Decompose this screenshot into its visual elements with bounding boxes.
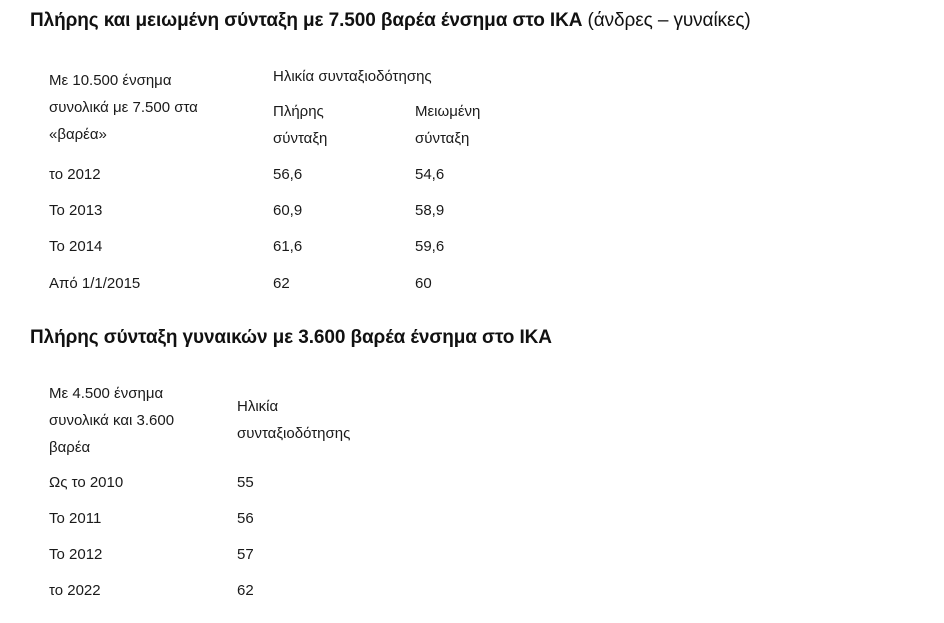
table1-header-criteria-line: Με 10.500 ένσημα [49,72,172,89]
table1-reduced-age: 60 [415,275,432,292]
table1-header-retirement-age: Ηλικία συνταξιοδότησης [273,68,432,85]
table2-age: 62 [237,582,254,599]
table2-age: 57 [237,546,254,563]
table2-header-criteria-line: συνολικά και 3.600 [49,412,175,429]
table1-reduced-age: 58,9 [415,202,445,219]
table2-period: το 2022 [49,582,101,599]
table1-header-full-line: Πλήρης [273,103,324,120]
table2-period: Το 2011 [49,510,102,527]
table1-header-criteria-line: «βαρέα» [49,126,107,143]
table1-header-criteria [49,67,198,148]
table2-header-criteria-line: Με 4.500 ένσημα [49,385,164,402]
table2-header-criteria-line: βαρέα [49,439,91,456]
table1-period: Το 2014 [49,238,103,255]
table2-header-criteria [49,380,174,461]
section-2-title: Πλήρης σύνταξη γυναικών με 3.600 βαρέα ένσημα στο ΙΚΑ [30,327,552,348]
table2-header-retirement-age [237,393,350,447]
table1-reduced-age: 54,6 [415,166,445,183]
table2-period: Ως το 2010 [49,474,124,491]
table1-full-age: 61,6 [273,238,303,255]
table1-header-reduced-line: σύνταξη [415,130,470,147]
table1-header-full-pension [273,98,327,152]
section-1-title-light: (άνδρες – γυναίκες) [587,10,751,31]
table1-header-reduced-line: Μειωμένη [415,103,481,120]
table2-period: Το 2012 [49,546,103,563]
table2-header-age-line: συνταξιοδότησης [237,425,351,442]
table1-full-age: 60,9 [273,202,303,219]
table2-age: 56 [237,510,254,527]
table1-reduced-age: 59,6 [415,238,445,255]
table1-period: Το 2013 [49,202,103,219]
table2-age: 55 [237,474,254,491]
section-1-title-bold: Πλήρης και μειωμένη σύνταξη με 7.500 βαρέα ένσημα στο ΙΚΑ [30,10,583,31]
table1-full-age: 56,6 [273,166,303,183]
table2-header-age-line: Ηλικία [237,398,279,415]
table1-header-reduced-pension [415,98,480,152]
table1-period: Από 1/1/2015 [49,275,141,292]
table1-period: το 2012 [49,166,101,183]
section-1-title [30,10,751,32]
table1-full-age: 62 [273,275,290,292]
table1-header-full-line: σύνταξη [273,130,328,147]
table1-header-criteria-line: συνολικά με 7.500 στα [49,99,198,116]
